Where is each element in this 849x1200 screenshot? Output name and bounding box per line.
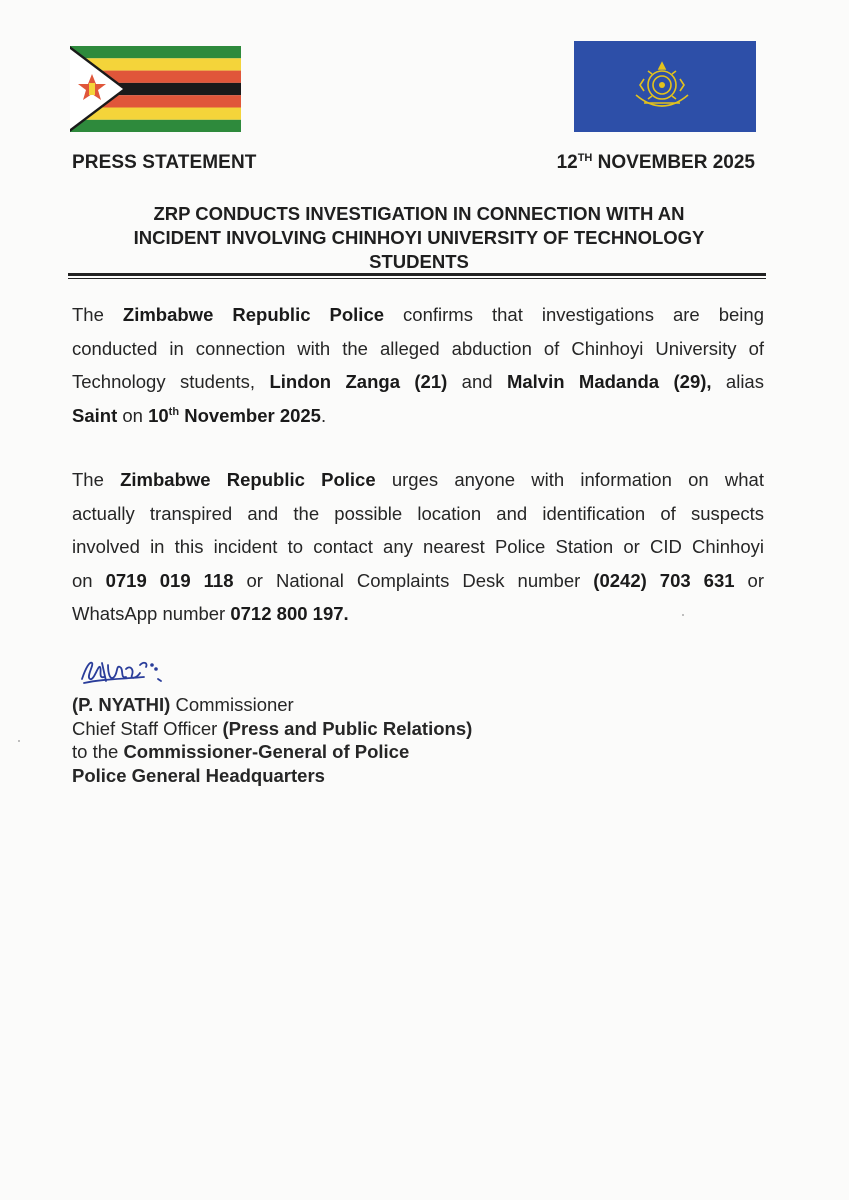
signatory-rank: Commissioner <box>170 694 294 715</box>
phone-complaints-desk: (0242) 703 631 <box>593 569 735 591</box>
signatory-line <box>72 693 472 717</box>
text-run: The <box>72 469 121 490</box>
text-run: The <box>72 304 123 325</box>
title-divider-thin <box>68 278 766 279</box>
text-run: on <box>117 404 149 426</box>
signatory-headquarters: Police General Headquarters <box>72 764 325 786</box>
text-run: WhatsApp number <box>72 603 231 624</box>
text-run: on <box>72 569 106 591</box>
signature-icon <box>78 655 168 689</box>
incident-day: 10 <box>148 404 169 426</box>
statement-title <box>72 202 766 274</box>
signatory-name: (P. NYATHI) <box>72 694 171 715</box>
date-suffix: TH <box>577 152 593 164</box>
press-statement-label: PRESS STATEMENT <box>72 152 257 173</box>
signatory-line <box>72 717 472 741</box>
text-run: or <box>734 569 764 591</box>
title-divider <box>68 273 766 276</box>
date-month-year: NOVEMBER 2025 <box>592 152 755 173</box>
text-run: confirms that investigations are being <box>384 304 764 325</box>
date-day: 12 <box>556 152 578 173</box>
bold-run: Zimbabwe Republic Police <box>120 469 376 490</box>
text-run: and <box>447 371 507 392</box>
paragraph-line: involved in this incident to contact any nearest Police Station or CID Chinhoyi <box>72 536 764 557</box>
paragraph-line <box>72 298 764 332</box>
alias-name: Saint <box>72 404 118 426</box>
signatory-block <box>72 693 472 787</box>
paragraph-investigation <box>72 298 764 432</box>
text-run: . <box>320 404 327 426</box>
student-name: Lindon Zanga (21) <box>269 371 448 392</box>
signatory-line <box>72 740 472 764</box>
signatory-line <box>72 764 472 788</box>
scan-speck <box>18 740 20 742</box>
phone-cid: 0719 019 118 <box>105 569 234 591</box>
day-suffix: th <box>168 405 180 418</box>
text-run: Technology students, <box>72 371 270 392</box>
paragraph-line <box>72 597 764 631</box>
text-run: Chief Staff Officer <box>72 717 223 739</box>
signatory-office: Commissioner-General of Police <box>123 741 410 762</box>
zrp-flag-icon <box>574 41 756 132</box>
statement-date <box>557 152 755 174</box>
text-run: alias <box>711 371 764 392</box>
paragraph-line <box>72 463 764 497</box>
signatory-role: (Press and Public Relations) <box>222 717 473 739</box>
phone-whatsapp: 0712 800 197. <box>230 603 349 624</box>
text-run: to the <box>72 741 124 762</box>
paragraph-appeal <box>72 463 764 631</box>
title-line: STUDENTS <box>369 251 469 272</box>
paragraph-line <box>72 564 764 598</box>
scan-speck <box>682 614 684 616</box>
incident-month: November 2025 <box>179 404 321 426</box>
text-run: or National Complaints Desk number <box>233 569 594 591</box>
bold-run: Zimbabwe Republic Police <box>122 304 385 325</box>
paragraph-line <box>72 365 764 399</box>
paragraph-line <box>72 399 764 433</box>
text-run: urges anyone with information on what <box>375 469 764 490</box>
zimbabwe-flag-icon <box>70 46 241 132</box>
paragraph-line: actually transpired and the possible location and identification of suspects <box>72 502 764 524</box>
student-name: Malvin Madanda (29), <box>506 371 712 392</box>
title-line: ZRP CONDUCTS INVESTIGATION IN CONNECTION WITH AN <box>153 203 685 224</box>
paragraph-line: conducted in connection with the alleged abduction of Chinhoyi University of <box>72 337 764 359</box>
title-line: INCIDENT INVOLVING CHINHOYI UNIVERSITY OF TECHNOLOGY <box>133 227 705 248</box>
